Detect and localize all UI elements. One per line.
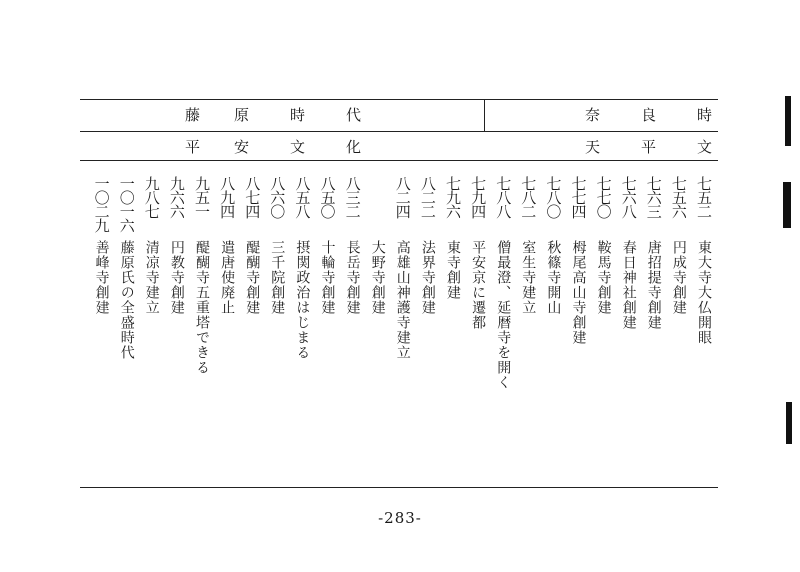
entry-year: 七七〇 — [594, 176, 613, 218]
entry-year: 八九四 — [218, 176, 237, 218]
entry-year: 九八七 — [142, 176, 161, 218]
entry-event: 三千院創建 — [269, 240, 286, 315]
entry-year: 七八〇 — [544, 176, 563, 218]
entry-year: 七八八 — [494, 176, 513, 218]
header-char: 平 — [185, 138, 201, 156]
timeline-entry — [344, 176, 362, 315]
entry-event: 東大寺大仏開眼 — [696, 240, 712, 345]
entry-year: 八五〇 — [318, 176, 337, 218]
timeline-entry — [369, 176, 387, 315]
entry-event: 秋篠寺開山 — [545, 240, 562, 315]
right-edge-marks — [786, 402, 792, 444]
entry-event: 善峰寺創建 — [93, 240, 110, 315]
timeline-entry — [695, 176, 713, 345]
timeline-entry — [595, 176, 613, 315]
header-char: 原 — [234, 106, 250, 124]
header-divider-rule — [80, 131, 718, 132]
entry-event: 室生寺建立 — [520, 240, 537, 315]
header-char: 平 — [641, 138, 657, 156]
header-char: 文 — [290, 138, 306, 156]
timeline-entry — [243, 176, 261, 315]
timeline-entry — [93, 176, 111, 315]
timeline-entry — [143, 176, 161, 315]
timeline-entry — [544, 176, 562, 315]
header-char: 代 — [346, 106, 362, 124]
timeline-entry — [268, 176, 286, 315]
timeline-entry — [645, 176, 663, 330]
timeline-entry — [168, 176, 186, 315]
timeline-entry — [319, 176, 337, 315]
entry-event: 遣唐使廃止 — [219, 240, 236, 315]
bottom-rule — [80, 487, 718, 488]
entry-event: 唐招提寺創建 — [645, 240, 662, 330]
entry-event: 東寺創建 — [445, 240, 461, 300]
entry-year: 一〇二九 — [92, 176, 111, 232]
timeline-entry — [419, 176, 437, 315]
entry-event: 摂関政治はじまる — [294, 240, 311, 360]
entry-event: 春日神社創建 — [620, 240, 637, 330]
timeline-entry — [118, 176, 136, 360]
entry-event: 大野寺創建 — [369, 240, 386, 315]
timeline-entry — [444, 176, 462, 300]
entry-year: 八二四 — [393, 176, 412, 218]
entry-year: 七九四 — [469, 176, 488, 218]
header-char: 化 — [346, 138, 362, 156]
entry-year: 七五二 — [695, 176, 713, 218]
header-char: 時 — [290, 106, 306, 124]
header-char: 文 — [697, 138, 713, 156]
timeline-entry — [570, 176, 588, 345]
timeline-entry — [469, 176, 487, 330]
header-char: 安 — [234, 138, 250, 156]
entry-year: 九五一 — [193, 176, 211, 218]
entry-event: 鞍馬寺創建 — [595, 240, 612, 315]
top-rule — [80, 99, 718, 100]
timeline-entry — [394, 176, 412, 360]
timeline-entry — [218, 176, 236, 315]
timeline-entry — [193, 176, 211, 375]
entry-event: 高雄山神護寺建立 — [394, 240, 411, 360]
entry-event: 藤原氏の全盛時代 — [118, 240, 135, 360]
right-edge-marks — [783, 182, 791, 228]
entry-event: 醍醐寺五重塔できる — [194, 240, 210, 375]
entry-year: 七九六 — [444, 176, 462, 218]
timeline-entry — [670, 176, 688, 315]
culture-divider-rule — [80, 160, 718, 161]
entry-year: 八三二 — [343, 176, 362, 218]
header-char: 奈 — [585, 106, 601, 124]
entry-event: 円教寺創建 — [168, 240, 185, 315]
header-char: 良 — [641, 106, 657, 124]
entry-year: 八七四 — [243, 176, 262, 218]
entry-year: 七六八 — [619, 176, 638, 218]
right-edge-marks — [785, 96, 791, 146]
entry-year: 八五八 — [293, 176, 312, 218]
entry-event: 法界寺創建 — [419, 240, 436, 315]
entry-event: 十輪寺創建 — [319, 240, 336, 315]
header-char: 藤 — [185, 106, 201, 124]
entry-year: 七六三 — [644, 176, 663, 218]
entry-event: 栂尾高山寺創建 — [570, 240, 587, 345]
entry-year: 八二二 — [418, 176, 437, 218]
entry-year: 八六〇 — [268, 176, 287, 218]
entry-event: 醍醐寺創建 — [244, 240, 261, 315]
entry-event: 清凉寺建立 — [143, 240, 160, 315]
entry-year: 一〇一六 — [117, 176, 136, 232]
timeline-entry — [519, 176, 537, 315]
header-char: 天 — [585, 138, 601, 156]
timeline-entry — [620, 176, 638, 330]
entry-year: 七五六 — [669, 176, 688, 218]
entry-year: 七八二 — [519, 176, 538, 218]
page-number: -283- — [378, 509, 422, 527]
entry-event: 僧最澄、延暦寺を開く — [495, 240, 512, 390]
entry-event: 長岳寺創建 — [344, 240, 361, 315]
era-divider-line — [484, 100, 485, 131]
entry-year: 七七四 — [569, 176, 588, 218]
entry-event: 平安京に遷都 — [470, 240, 487, 330]
header-char: 時 — [697, 106, 713, 124]
entry-event: 円成寺創建 — [670, 240, 687, 315]
timeline-entry — [494, 176, 512, 390]
timeline-entry — [293, 176, 311, 360]
entry-year: 九六六 — [167, 176, 186, 218]
